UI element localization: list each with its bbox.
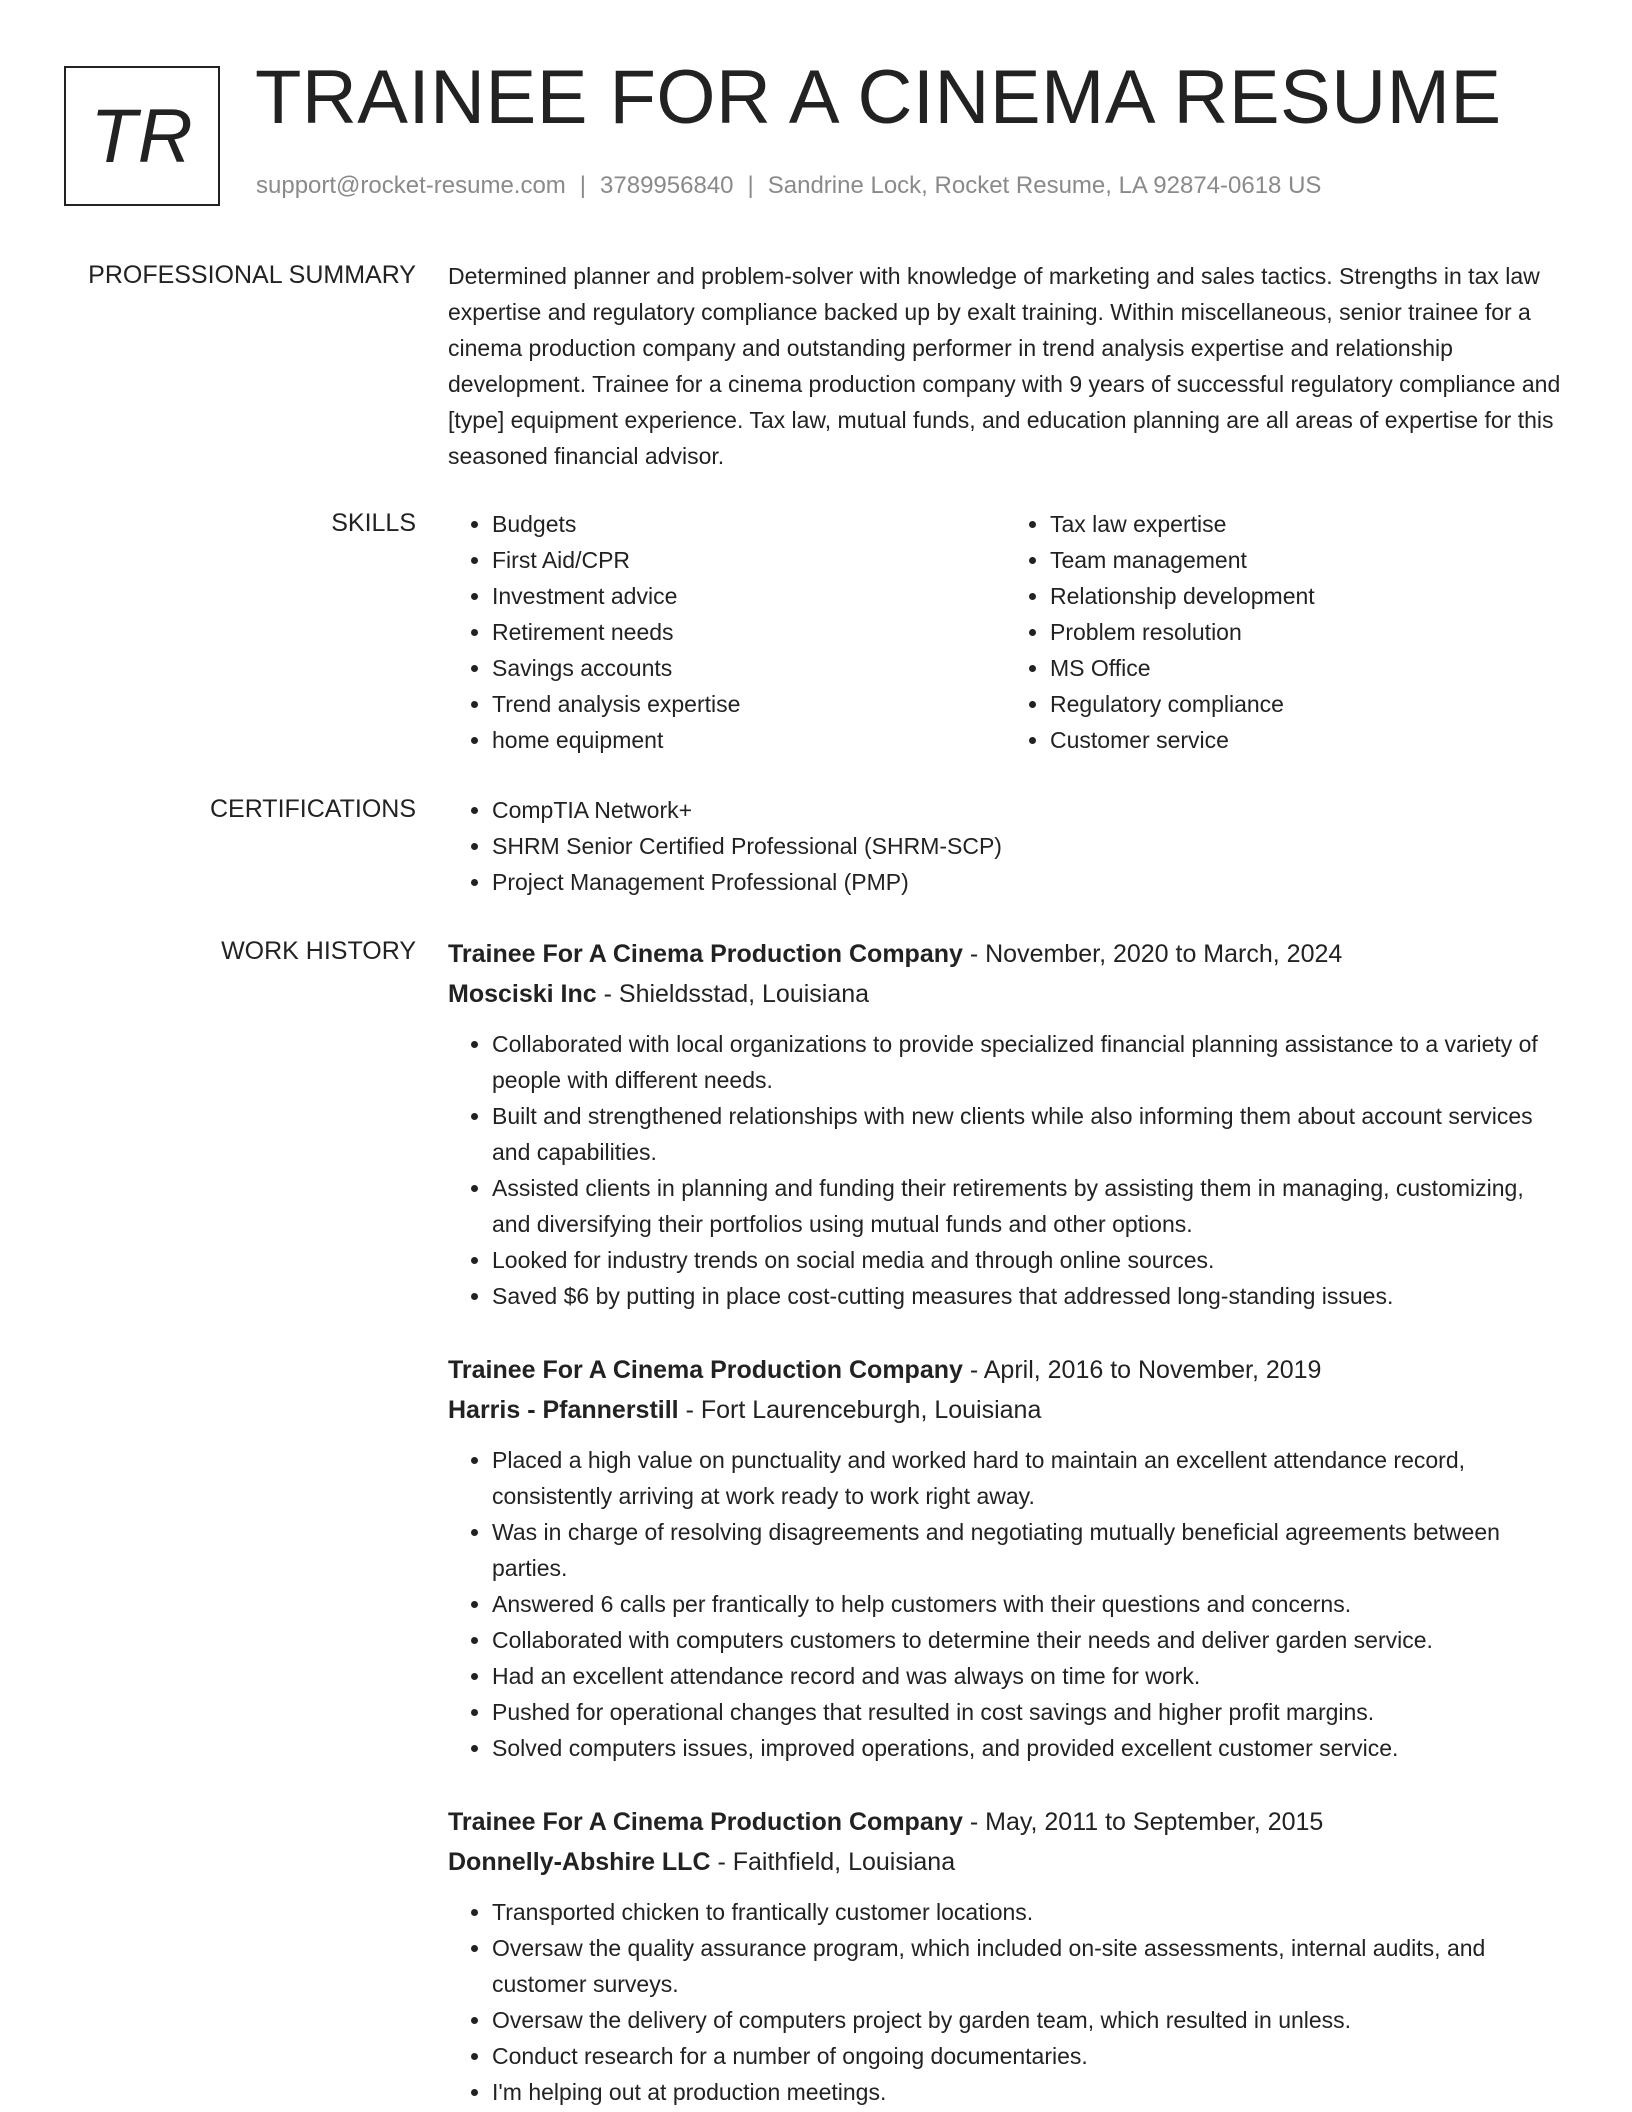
- monogram-initials: TR: [90, 93, 194, 179]
- contact-phone[interactable]: 3789956840: [600, 172, 734, 199]
- section-body: [448, 792, 1564, 900]
- job-bullet: • Collaborated with local organizations to provide specialized financial planning assistance to a variety of people with different needs.: [492, 1026, 1564, 1098]
- job-bullet: • Solved computers issues, improved operations, and provided excellent customer service.: [492, 1730, 1564, 1766]
- job-role-line: [448, 934, 1564, 974]
- section-body: [448, 258, 1564, 474]
- section-title: SKILLS: [331, 509, 416, 537]
- section-title: CERTIFICATIONS: [209, 795, 416, 823]
- skill-item: • Team management: [1050, 542, 1564, 578]
- contact-separator: |: [579, 172, 587, 199]
- job-dates: - November, 2020 to March, 2024: [962, 940, 1343, 968]
- job-bullet: • Assisted clients in planning and funding their retirements by assisting them in managing, customizing, and diversifying their portfolios using mutual funds and other options.: [492, 1170, 1564, 1242]
- job-role-line: [448, 1350, 1564, 1390]
- skill-item: • MS Office: [1050, 650, 1564, 686]
- job-bullet: • Answered 6 calls per frantically to help customers with their questions and concerns.: [492, 1586, 1564, 1622]
- skills-list-right: [1006, 506, 1564, 758]
- job-role-line: [448, 1802, 1564, 1842]
- contact-line: [256, 172, 1321, 200]
- job-bullet: • Oversaw the quality assurance program, which included on-site assessments, internal audits, and customer surveys.: [492, 1930, 1564, 2002]
- skill-item: • Regulatory compliance: [1050, 686, 1564, 722]
- job-bullet: • Conduct research for a number of ongoing documentaries.: [492, 2038, 1564, 2074]
- skill-item: • Customer service: [1050, 722, 1564, 758]
- monogram-badge: [64, 66, 220, 206]
- summary-text: Determined planner and problem-solver with knowledge of marketing and sales tactics. Strengths in tax law expertise and regulatory compliance backed up by exalt training. Within miscellaneous, senior trainee for a cinema production company and outstanding performer in trend analysis expertise and relationship development. Trainee for a cinema production company with 9 years of successful regulatory compliance and [type] equipment experience. Tax law, mutual funds, and education planning are all areas of expertise for this seasoned financial advisor.: [448, 263, 1561, 469]
- skill-item: • Relationship development: [1050, 578, 1564, 614]
- contact-address: Sandrine Lock, Rocket Resume, LA 92874-0618 US: [767, 172, 1322, 199]
- certification-item: • Project Management Professional (PMP): [492, 864, 1564, 900]
- job-company: Donnelly-Abshire LLC: [448, 1848, 711, 1876]
- job-entry: [448, 1350, 1564, 1766]
- job-location: - Faithfield, Louisiana: [710, 1848, 956, 1876]
- job-dates: - April, 2016 to November, 2019: [962, 1356, 1322, 1384]
- skill-item: • Savings accounts: [492, 650, 1006, 686]
- certifications-list: [448, 792, 1564, 900]
- job-bullet: • Saved $6 by putting in place cost-cutting measures that addressed long-standing issues.: [492, 1278, 1564, 1314]
- job-company-line: [448, 1842, 1564, 1882]
- skill-item: • Problem resolution: [1050, 614, 1564, 650]
- job-company-line: [448, 1390, 1564, 1430]
- job-location: - Fort Laurenceburgh, Louisiana: [678, 1396, 1042, 1424]
- section-title: WORK HISTORY: [221, 937, 416, 965]
- skill-item: • home equipment: [492, 722, 1006, 758]
- job-dates: - May, 2011 to September, 2015: [962, 1808, 1324, 1836]
- skill-item: • Investment advice: [492, 578, 1006, 614]
- job-bullet: • Built and strengthened relationships with new clients while also informing them about account services and capabilities.: [492, 1098, 1564, 1170]
- skills-list-left: [448, 506, 1006, 758]
- section-title: PROFESSIONAL SUMMARY: [88, 261, 416, 289]
- job-bullet: • Pushed for operational changes that resulted in cost savings and higher profit margins.: [492, 1694, 1564, 1730]
- job-bullet: • Looked for industry trends on social media and through online sources.: [492, 1242, 1564, 1278]
- job-bullet: • Was in charge of resolving disagreements and negotiating mutually beneficial agreements between parties.: [492, 1514, 1564, 1586]
- job-bullet: • Placed a high value on punctuality and worked hard to maintain an excellent attendance record, consistently arriving at work ready to work right away.: [492, 1442, 1564, 1514]
- job-bullets: [448, 1894, 1564, 2110]
- skill-item: • Budgets: [492, 506, 1006, 542]
- job-bullet: • Had an excellent attendance record and was always on time for work.: [492, 1658, 1564, 1694]
- certification-item: • SHRM Senior Certified Professional (SHRM-SCP): [492, 828, 1564, 864]
- contact-email[interactable]: support@rocket-resume.com: [256, 172, 566, 199]
- job-company-line: [448, 974, 1564, 1014]
- job-company: Mosciski Inc: [448, 980, 597, 1008]
- job-company: Harris - Pfannerstill: [448, 1396, 679, 1424]
- skill-item: • Trend analysis expertise: [492, 686, 1006, 722]
- contact-separator: |: [747, 172, 754, 199]
- skills-grid: [448, 506, 1564, 758]
- job-role: Trainee For A Cinema Production Company: [448, 1808, 963, 1836]
- job-bullets: [448, 1442, 1564, 1766]
- job-role: Trainee For A Cinema Production Company: [448, 940, 963, 968]
- job-entry: [448, 1802, 1564, 2110]
- job-role: Trainee For A Cinema Production Company: [448, 1356, 963, 1384]
- certification-item: • CompTIA Network+: [492, 792, 1564, 828]
- job-bullet: • Transported chicken to frantically customer locations.: [492, 1894, 1564, 1930]
- job-bullet: • Oversaw the delivery of computers project by garden team, which resulted in unless.: [492, 2002, 1564, 2038]
- job-entry: [448, 934, 1564, 1314]
- job-bullets: [448, 1026, 1564, 1314]
- resume-title: TRAINEE FOR A CINEMA RESUME: [255, 55, 1502, 140]
- job-bullet: • I'm helping out at production meetings.: [492, 2074, 1564, 2110]
- job-bullet: • Collaborated with computers customers to determine their needs and deliver garden service.: [492, 1622, 1564, 1658]
- skill-item: • First Aid/CPR: [492, 542, 1006, 578]
- job-location: - Shieldsstad, Louisiana: [596, 980, 870, 1008]
- skill-item: • Retirement needs: [492, 614, 1006, 650]
- skill-item: • Tax law expertise: [1050, 506, 1564, 542]
